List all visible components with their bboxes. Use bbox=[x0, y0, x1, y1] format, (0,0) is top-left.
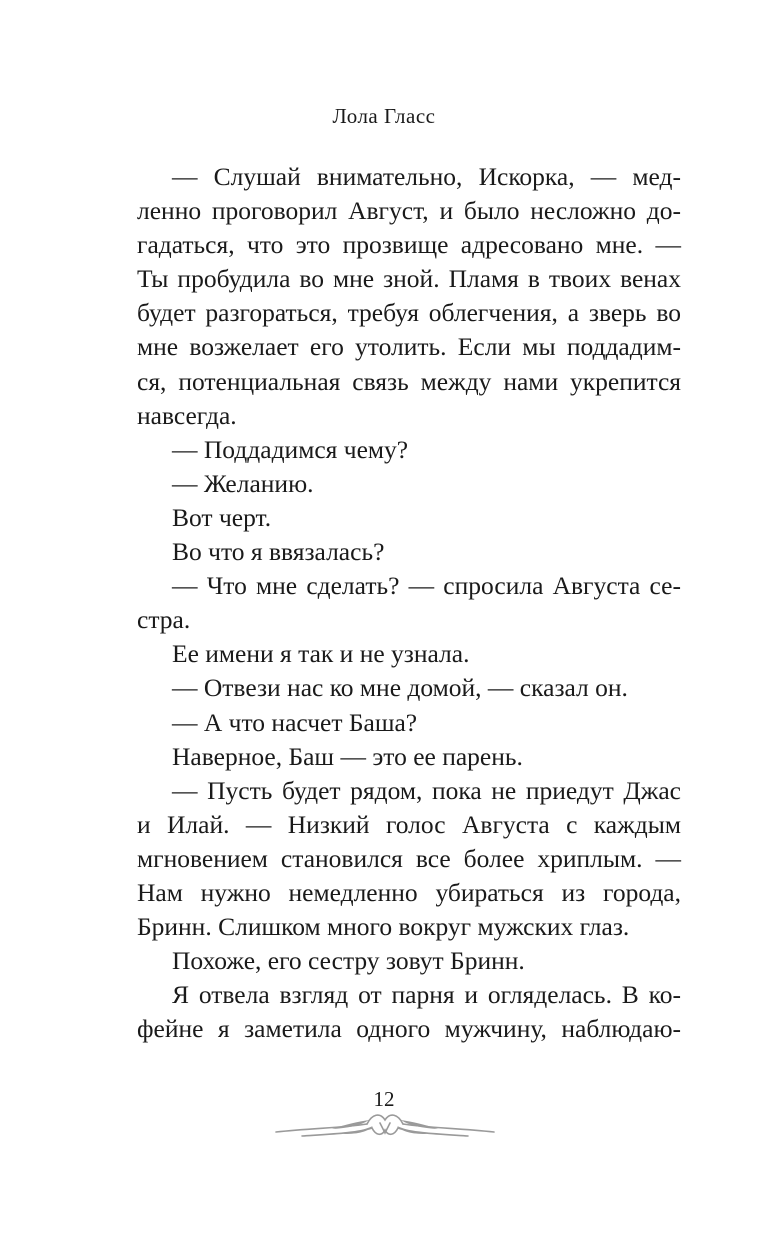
text-line: гадаться, что это прозвище адресовано мне. — bbox=[137, 230, 681, 260]
text-line: навсегда. bbox=[137, 400, 237, 430]
text-line: — Что мне сделать? — спросила Августа се- bbox=[172, 571, 681, 601]
text-line: — Отвези нас ко мне домой, — сказал он. bbox=[172, 673, 628, 703]
text-line: ленно проговорил Август, и было несложно до- bbox=[137, 196, 681, 226]
text-line: Вот черт. bbox=[172, 502, 272, 532]
text-line: — А что насчет Баша? bbox=[172, 707, 418, 737]
text-line: — Желанию. bbox=[172, 468, 314, 498]
text-line: мне возжелает его утолить. Если мы поддадим- bbox=[137, 332, 681, 362]
text-line: — Поддадимся чему? bbox=[172, 434, 409, 464]
text-line: Я отвела взгляд от парня и огляделась. В ко- bbox=[172, 980, 681, 1010]
text-line: — Пусть будет рядом, пока не приедут Джас bbox=[172, 775, 681, 805]
text-line: Бринн. Слишком много вокруг мужских глаз. bbox=[137, 912, 630, 942]
text-line: стра. bbox=[137, 605, 191, 635]
text-line: Во что я ввязалась? bbox=[172, 537, 385, 567]
text-line: Нам нужно немедленно убираться из города, bbox=[137, 877, 681, 907]
text-line: Ты пробудила во мне зной. Пламя в твоих венах bbox=[137, 264, 681, 294]
text-line: Ее имени я так и не узнала. bbox=[172, 639, 470, 669]
text-line: ся, потенциальная связь между нами укрепится bbox=[137, 366, 681, 396]
text-line: фейне я заметила одного мужчину, наблюдаю- bbox=[137, 1014, 681, 1044]
text-line: Наверное, Баш — это ее парень. bbox=[172, 741, 523, 771]
text-line: — Слушай внимательно, Искорка, — мед- bbox=[172, 162, 681, 191]
flourish-ornament-icon bbox=[272, 1106, 498, 1146]
page-number: 12 bbox=[373, 1087, 395, 1111]
text-line: Похоже, его сестру зовут Бринн. bbox=[172, 946, 525, 976]
body-text bbox=[137, 160, 681, 1046]
text-line: будет разгораться, требуя облегчения, а зверь во bbox=[137, 298, 681, 328]
text-line: и Илай. — Низкий голос Августа с каждым bbox=[137, 809, 681, 839]
text-line: мгновением становился все более хриплым. — bbox=[137, 843, 681, 873]
running-title: Лола Гласс bbox=[332, 104, 436, 128]
